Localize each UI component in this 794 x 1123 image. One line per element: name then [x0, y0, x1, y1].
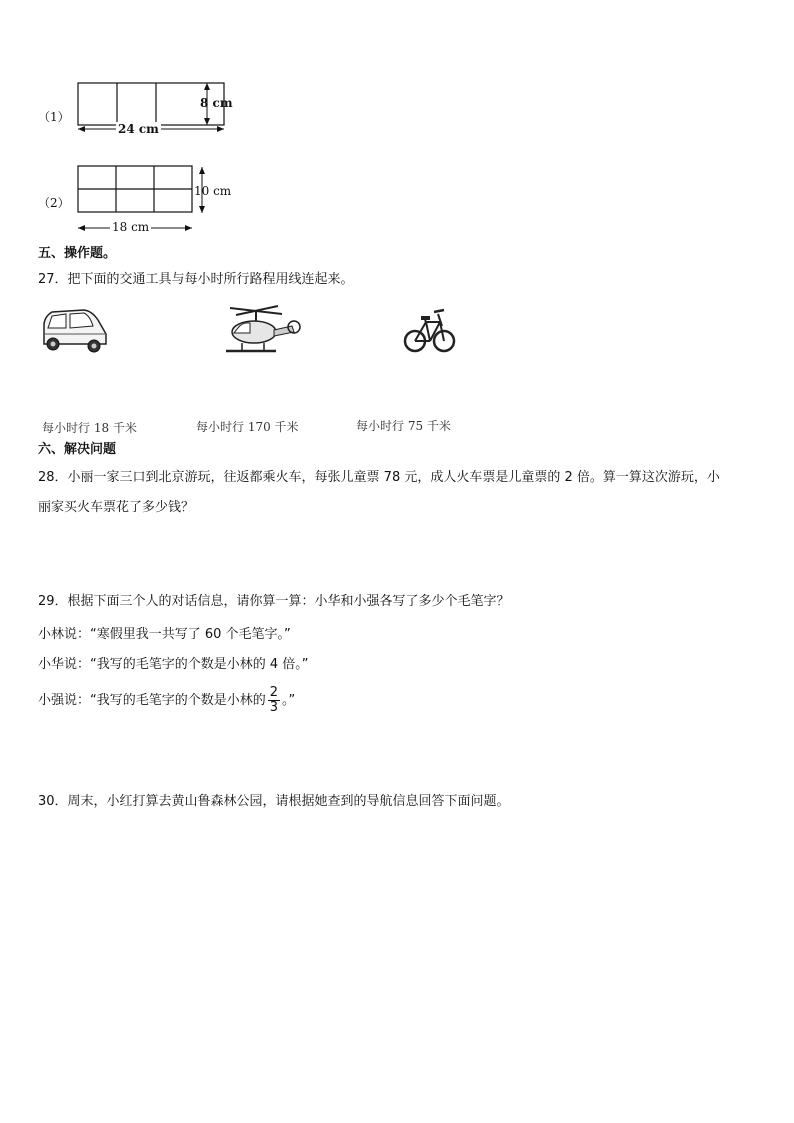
- speed-option-3: 每小时行 75 千米: [356, 419, 451, 433]
- figure-1-width-label: 24 cm: [118, 122, 159, 136]
- section-6-title: 六、解决问题: [38, 442, 117, 457]
- question-27-text: 27．把下面的交通工具与每小时所行路程用线连起来。: [38, 272, 354, 287]
- dialogue-xiaohua: 小华说：“我写的毛笔字的个数是小林的 4 倍。”: [38, 657, 309, 672]
- helicopter-icon: [216, 300, 302, 362]
- section-5-title: 五、操作题。: [38, 246, 117, 261]
- figure-2: [30, 160, 270, 240]
- figure-1: [30, 74, 270, 144]
- figure-1-label: （1）: [38, 110, 70, 124]
- figure-1-height-label: 8 cm: [200, 96, 233, 110]
- speed-option-1: 每小时行 18 千米: [42, 421, 137, 435]
- fraction-two-thirds: [268, 686, 280, 715]
- question-28-line-2: 丽家买火车票花了多少钱？: [38, 500, 195, 515]
- speed-option-2: 每小时行 170 千米: [196, 420, 299, 434]
- fraction-denominator: 3: [269, 700, 279, 715]
- dialogue-xiaolin: 小林说：“寒假里我一共写了 60 个毛笔字。”: [38, 627, 291, 642]
- figure-2-width-label: 18 cm: [112, 220, 150, 234]
- figure-2-label: （2）: [38, 196, 70, 210]
- question-30-text: 30．周末，小红打算去黄山鲁森林公园，请根据她查到的导航信息回答下面问题。: [38, 794, 510, 809]
- fraction-numerator: 2: [269, 685, 279, 700]
- dialogue-xiaoqiang-suffix: 。”: [282, 693, 296, 708]
- figure-2-height-label: 10 cm: [194, 184, 232, 198]
- question-28-line-1: 28．小丽一家三口到北京游玩，往返都乘火车，每张儿童票 78 元，成人火车票是儿童票的 2 倍。算一算这次游玩，小: [38, 470, 720, 485]
- bicycle-icon: [402, 298, 460, 360]
- question-29-text: 29．根据下面三个人的对话信息，请你算一算：小华和小强各写了多少个毛笔字？: [38, 594, 510, 609]
- dialogue-xiaoqiang: [38, 684, 295, 718]
- car-icon: [38, 304, 110, 354]
- dialogue-xiaoqiang-prefix: 小强说：“我写的毛笔字的个数是小林的: [38, 693, 266, 708]
